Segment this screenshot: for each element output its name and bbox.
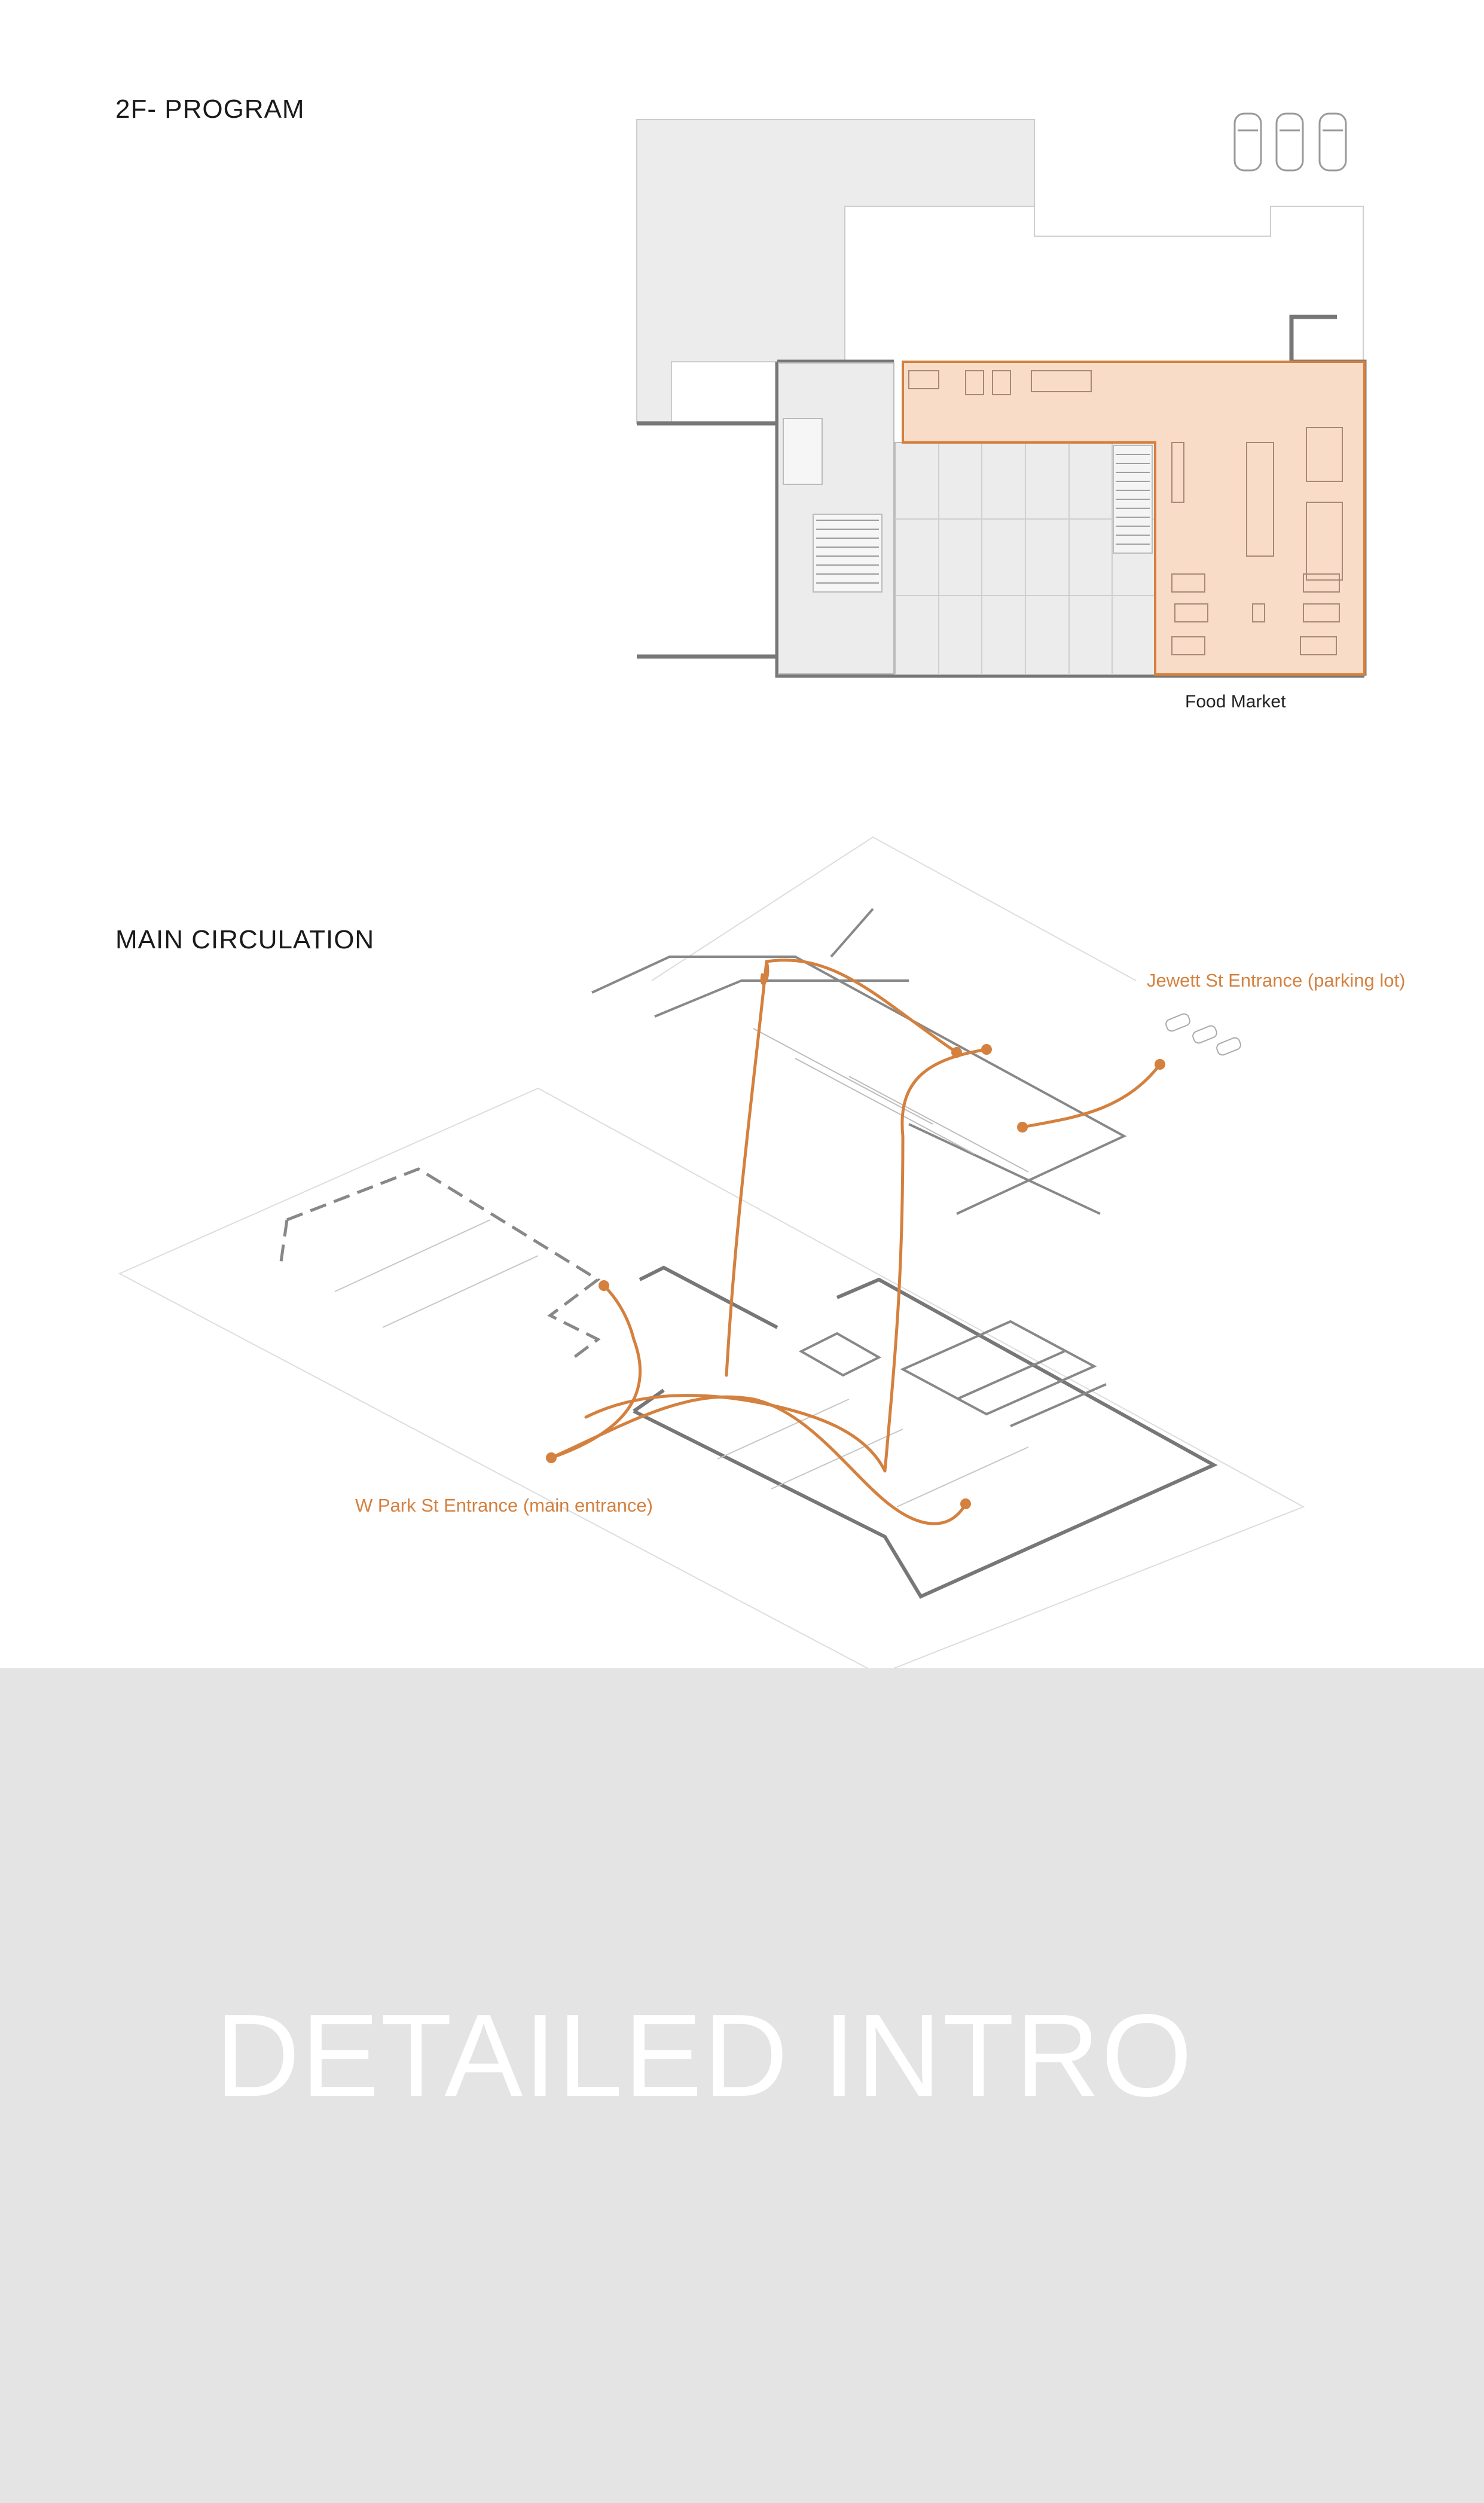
intro-panel [0, 1668, 1484, 2503]
program-title: 2F- PROGRAM [115, 94, 305, 124]
intro-title: DETAILED INTRO [215, 1990, 1194, 2121]
ground-plane [120, 837, 1303, 1674]
car-icon [1165, 1012, 1242, 1057]
floor-plan-2f [0, 0, 1484, 747]
circulation-title: MAIN CIRCULATION [115, 925, 375, 954]
axonometric-circulation [0, 801, 1484, 1668]
car-icon [1235, 114, 1346, 170]
jewett-entrance-label: Jewett St Entrance (parking lot) [1147, 970, 1406, 991]
parking-outline [845, 206, 1363, 362]
stair-core [778, 363, 894, 674]
food-market-label: Food Market [1185, 692, 1286, 712]
upper-floor-outline [592, 909, 1124, 1214]
circulation-route [551, 960, 1160, 1524]
atrium-void [895, 442, 1155, 674]
lower-floor-outline [281, 1169, 598, 1357]
park-entrance-label: W Park St Entrance (main entrance) [355, 1495, 653, 1516]
